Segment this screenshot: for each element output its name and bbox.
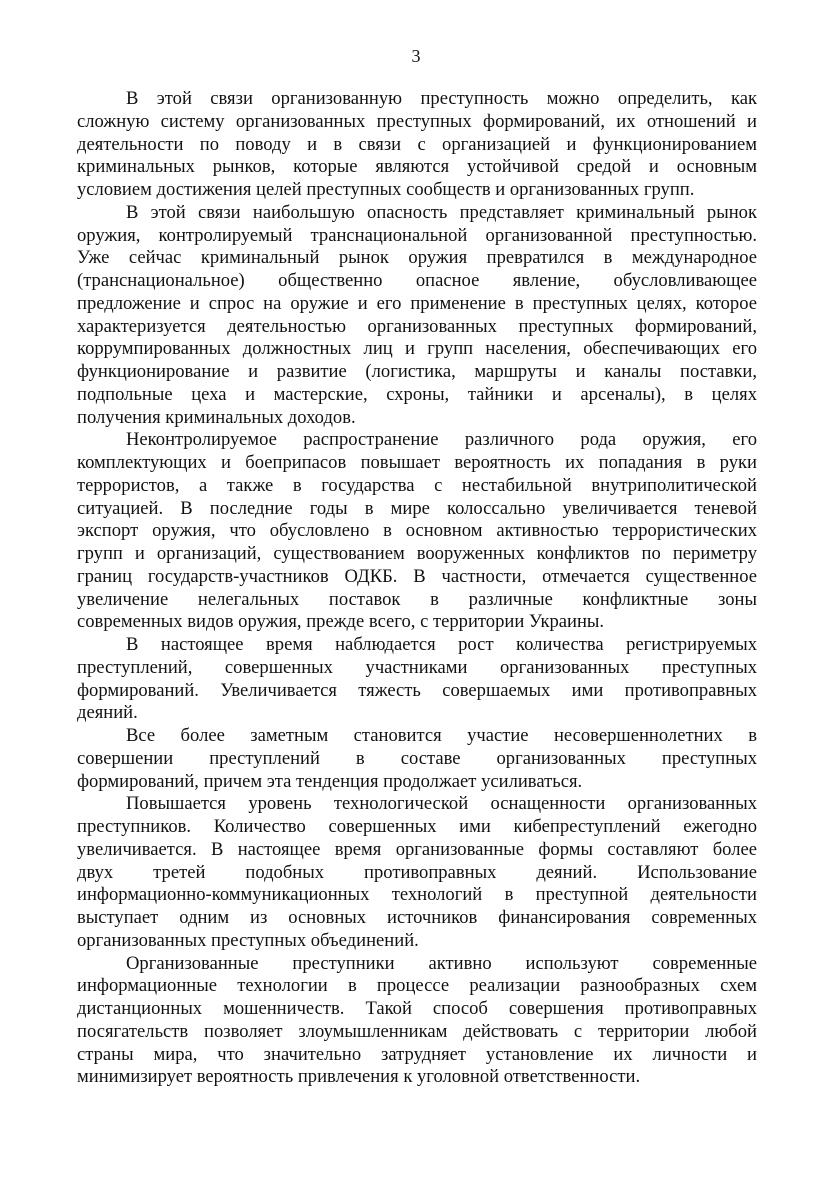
text-line: характеризуется деятельностью организованных преступных формирований, [77,315,757,337]
text-line: Уже сейчас криминальный рынок оружия превратился в международное [77,247,757,269]
text-line: деяний. [77,702,138,724]
text-line: границ государств-участников ОДКБ. В частности, отмечается существенное [77,565,757,587]
paragraph [77,88,757,202]
paragraph [77,793,757,952]
text-line: информационные технологии в процессе реализации разнообразных схем [77,975,757,997]
text-line: экспорт оружия, что обусловлено в основном активностью террористических [77,520,757,542]
text-line: В этой связи организованную преступность можно определить, как [126,88,757,109]
text-line: формирований, причем эта тенденция продолжает усиливаться. [77,770,583,792]
text-line: В этой связи наибольшую опасность представляет криминальный рынок [126,201,757,223]
text-line: подпольные цеха и мастерские, схроны, тайники и арсеналы), в целях [77,383,757,405]
page-number: 3 [411,46,421,66]
text-line: комплектующих и боеприпасов повышает вероятность их попадания в руки [77,452,757,473]
text-line: ситуацией. В последние годы в мире колоссально увеличивается теневой [77,497,757,519]
text-line: функционирование и развитие (логистика, маршруты и каналы поставки, [77,361,757,382]
text-line: двух третей подобных противоправных деяний. Использование [77,861,757,883]
text-line: (транснациональное) общественно опасное явление, обусловливающее [77,270,757,291]
text-line: Повышается уровень технологической оснащенности организованных [126,793,757,815]
paragraph [77,429,757,634]
text-line: увеличение нелегальных поставок в различные конфликтные зоны [77,588,757,610]
text-line: В настоящее время наблюдается рост количества регистрируемых [126,634,757,655]
text-line: сложную систему организованных преступных формирований, их отношений и [77,110,757,132]
text-line: дистанционных мошенничеств. Такой способ совершения противоправных [77,998,757,1019]
text-line: организованных преступных объединений. [77,929,419,951]
text-line: групп и организаций, существованием вооруженных конфликтов по периметру [77,543,757,564]
document-body [77,88,757,1089]
text-line: увеличивается. В настоящее время организованные формы составляют более [77,838,757,860]
text-line: выступает одним из основных источников финансирования современных [77,907,757,928]
text-line: террористов, а также в государства с нестабильной внутриполитической [77,474,757,496]
text-line: Организованные преступники активно используют современные [126,952,757,974]
text-line: деятельности по поводу и в связи с организацией и функционированием [77,133,757,155]
text-line: преступлений, совершенных участниками организованных преступных [77,656,757,678]
paragraph [77,634,757,725]
text-line: Все более заметным становится участие несовершеннолетних в [126,725,757,746]
paragraph [77,953,757,1090]
paragraph [77,202,757,430]
text-line: оружия, контролируемый транснациональной организованной преступностью. [77,224,757,246]
text-line: Неконтролируемое распространение различного рода оружия, его [126,429,757,451]
text-line: предложение и спрос на оружие и его применение в преступных целях, которое [77,292,757,314]
text-line: информационно-коммуникационных технологий в преступной деятельности [77,884,757,906]
text-line: современных видов оружия, прежде всего, с территории Украины. [77,611,605,633]
paragraph [77,725,757,793]
text-line: страны мира, что значительно затрудняет установление их личности и [77,1043,757,1065]
text-line: совершении преступлений в составе организованных преступных [77,747,757,769]
text-line: посягательств позволяет злоумышленникам действовать с территории любой [77,1020,757,1042]
text-line: условием достижения целей преступных сообществ и организованных групп. [77,179,695,200]
text-line: коррумпированных должностных лиц и групп населения, обеспечивающих его [77,338,757,360]
text-line: преступников. Количество совершенных ими кибепреступлений ежегодно [77,816,757,837]
text-line: формирований. Увеличивается тяжесть совершаемых ими противоправных [77,679,757,701]
text-line: минимизирует вероятность привлечения к уголовной ответственности. [77,1066,641,1088]
text-line: получения криминальных доходов. [77,406,356,428]
text-line: криминальных рынков, которые являются устойчивой средой и основным [77,156,757,178]
